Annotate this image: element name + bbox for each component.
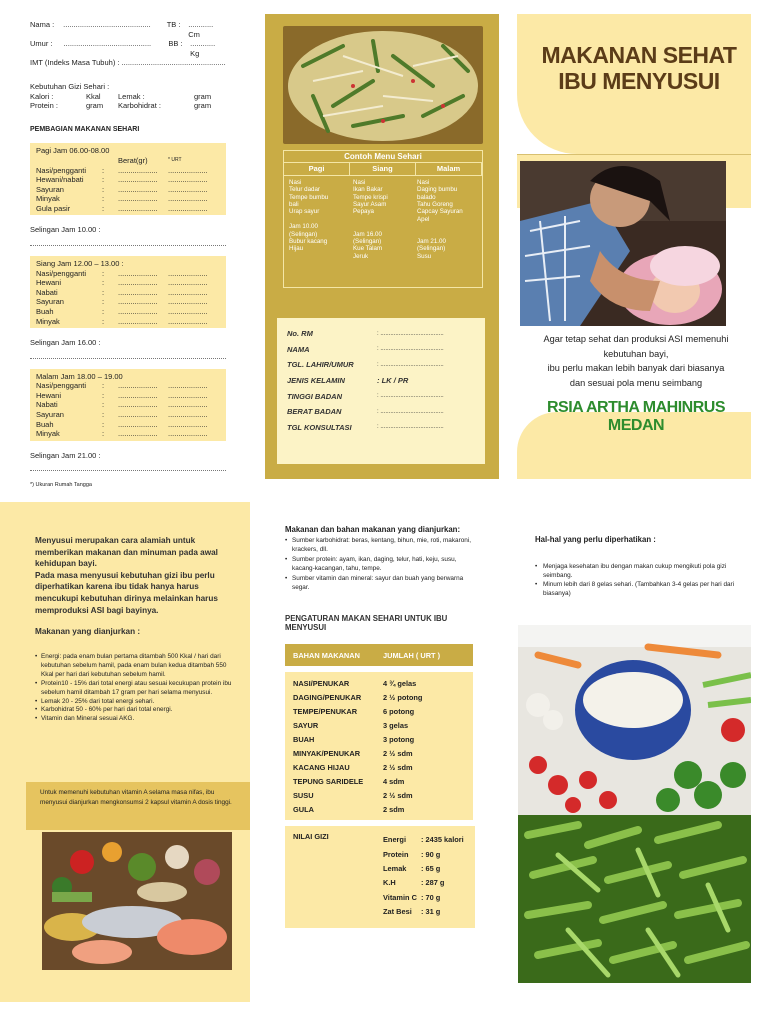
meal-item-colon: : xyxy=(102,316,105,326)
meal-item-urt: ................... xyxy=(168,429,208,439)
footnote: *) Ukuran Rumah Tangga xyxy=(30,482,92,489)
meal-item-berat: ................... xyxy=(118,287,158,297)
food-amount: 3 potong xyxy=(383,734,415,744)
id-field-label: BERAT BADAN xyxy=(287,407,342,417)
meal-item-colon: : xyxy=(102,409,105,419)
list-item: • Sumber protein: ayam, ikan, daging, telur, hati, keju, susu, kacang-kacangan, tahu, tempe. xyxy=(285,555,475,574)
tb-fill: ............ Cm xyxy=(188,20,214,39)
id-row[interactable] xyxy=(287,420,475,436)
pagi-list xyxy=(36,166,220,214)
meal-item-berat: ................... xyxy=(118,409,158,419)
green-beans-image xyxy=(518,815,751,983)
meal-item-colon: : xyxy=(102,390,105,400)
siang-list xyxy=(36,269,220,327)
info-panel xyxy=(0,502,250,1002)
list-item: • Karbohidrat 50 - 60% per hari dari total energi. xyxy=(35,706,240,715)
nilai-row xyxy=(383,876,464,890)
portion-rows xyxy=(285,672,473,820)
food-name: NASI/PENUKAR xyxy=(293,678,350,688)
meal-item-berat: ................... xyxy=(118,175,158,185)
id-field-value: : ...................................... xyxy=(377,330,444,337)
meal-item-label: Nasi/pengganti xyxy=(36,268,87,278)
meal-item-colon: : xyxy=(102,194,105,204)
meal-item-urt: ................... xyxy=(168,297,208,307)
nilai-key: Protein xyxy=(383,849,409,859)
lemak-unit: gram xyxy=(194,91,212,101)
meal-item-row[interactable] xyxy=(36,278,220,288)
nilai-value: : 70 g xyxy=(421,892,441,902)
nilai-key: Lemak xyxy=(383,863,407,873)
food-amount: 4 sdm xyxy=(383,776,405,786)
nilai-key: K.H xyxy=(383,878,396,888)
meal-item-berat: ................... xyxy=(118,381,158,391)
table-row xyxy=(293,788,465,802)
id-row[interactable] xyxy=(287,326,475,342)
meal-item-berat: ................... xyxy=(118,429,158,439)
meal-item-row[interactable] xyxy=(36,288,220,298)
nilai-label: NILAI GIZI xyxy=(293,832,329,842)
header-jumlah: JUMLAH ( URT ) xyxy=(383,650,441,660)
nilai-key: Energi xyxy=(383,835,406,845)
meal-item-berat: ................... xyxy=(118,316,158,326)
id-field-label: TINGGI BADAN xyxy=(287,391,342,401)
nilai-row xyxy=(383,847,464,861)
meal-item-colon: : xyxy=(102,381,105,391)
meal-item-urt: ................... xyxy=(168,278,208,288)
list-item: • Sumber vitamin dan mineral: sayur dan buah yang berwarna segar. xyxy=(285,574,475,593)
imt-row[interactable]: IMT (Indeks Masa Tubuh) : .................................................. xyxy=(30,58,226,68)
intro-text xyxy=(35,535,240,638)
meal-item-colon: : xyxy=(102,278,105,288)
cover-panel xyxy=(517,14,751,479)
urt-label: * URT xyxy=(168,156,182,163)
id-field-label: NAMA xyxy=(287,344,310,354)
menu-body xyxy=(284,176,482,263)
food-amount: 2 ½ sdm xyxy=(383,748,413,758)
meal-item-urt: ................... xyxy=(168,194,208,204)
meal-item-row[interactable] xyxy=(36,410,220,420)
food-amount: 4 ¾ gelas xyxy=(383,678,417,688)
meal-item-urt: ................... xyxy=(168,400,208,410)
list-item: • Lemak 20 - 25% dari total energi sehari. xyxy=(35,698,240,707)
meal-item-label: Hewani xyxy=(36,278,62,288)
food-amount: 2 ½ sdm xyxy=(383,762,413,772)
list-item: • Vitamin dan Mineral sesuai AKG. xyxy=(35,715,240,724)
meal-item-label: Buah xyxy=(36,306,54,316)
meal-item-berat: ................... xyxy=(118,278,158,288)
meal-item-berat: ................... xyxy=(118,268,158,278)
age-row[interactable] xyxy=(30,39,226,58)
meal-item-row[interactable] xyxy=(36,420,220,430)
meal-item-berat: ................... xyxy=(118,297,158,307)
meal-item-label: Buah xyxy=(36,419,54,429)
tips-panel xyxy=(535,535,751,598)
meal-item-colon: : xyxy=(102,268,105,278)
menu-malam: Nasi Daging bumbu balado Tahu Goreng Capcay Sayuran Apel Jam 21.00 (Selingan) Susu xyxy=(417,178,463,260)
protein-label: Protein : xyxy=(30,101,58,111)
dianjurkan-title: Makanan dan bahan makanan yang dianjurkan: xyxy=(285,525,461,534)
title-block xyxy=(517,14,751,154)
nilai-value: : 2435 kalori xyxy=(421,835,464,845)
hospital-name: RSIA ARTHA MAHINRUS MEDAN xyxy=(546,399,726,434)
msg-1: Agar tetap sehat dan produksi ASI memenuhi kebutuhan bayi, xyxy=(543,334,729,359)
meal-item-urt: ................... xyxy=(168,287,208,297)
meal-item-colon: : xyxy=(102,287,105,297)
nilai-value: : 65 g xyxy=(421,863,441,873)
table-row xyxy=(293,718,465,732)
table-row xyxy=(293,746,465,760)
meal-item-urt: ................... xyxy=(168,175,208,185)
meal-item-row[interactable] xyxy=(36,307,220,317)
bb-fill: ............ Kg xyxy=(190,39,216,58)
meal-item-berat: ................... xyxy=(118,165,158,175)
id-row[interactable] xyxy=(287,357,475,373)
meal-item-label: Hewani xyxy=(36,390,62,400)
id-field-value: : ...................................... xyxy=(377,408,444,415)
menu-title: Contoh Menu Sehari xyxy=(284,151,482,163)
id-row[interactable] xyxy=(287,373,475,389)
food-name: KACANG HIJAU xyxy=(293,762,350,772)
meal-item-urt: ................... xyxy=(168,381,208,391)
table-row xyxy=(293,774,465,788)
cover-title: MAKANAN SEHAT IBU MENYUSUI xyxy=(541,42,737,94)
nutrition-panel xyxy=(285,525,475,928)
meal-item-label: Sayuran xyxy=(36,297,64,307)
meal-item-label: Nabati xyxy=(36,287,58,297)
meal-item-colon: : xyxy=(102,175,105,185)
food-name: GULA xyxy=(293,804,314,814)
list-item: • Menjaga kesehatan ibu dengan makan cukup mengikuti pola gizi seimbang. xyxy=(535,562,751,580)
meal-item-row[interactable] xyxy=(36,391,220,401)
meal-block-siang xyxy=(30,256,226,328)
patient-id-box xyxy=(277,318,485,464)
nilai-row xyxy=(383,832,464,846)
meal-item-label: Nasi/pengganti xyxy=(36,165,87,175)
siang-title: Siang Jam 12.00 – 13.00 : xyxy=(36,258,124,268)
col-malam: Malam xyxy=(416,163,482,174)
food-name: DAGING/PENUKAR xyxy=(293,692,362,702)
id-field-value: : ...................................... xyxy=(377,393,444,400)
vegetable-dip-image xyxy=(518,625,751,815)
id-field-value: : ...................................... xyxy=(377,346,444,353)
food-name: MINYAK/PENUKAR xyxy=(293,748,361,758)
food-amount: 2 ½ sdm xyxy=(383,790,413,800)
meal-item-label: Sayuran xyxy=(36,184,64,194)
id-field-label: No. RM xyxy=(287,329,313,339)
meal-item-berat: ................... xyxy=(118,184,158,194)
meal-item-urt: ................... xyxy=(168,165,208,175)
id-row[interactable] xyxy=(287,404,475,420)
menu-pagi: Nasi Telur dadar Tempe bumbu bali Urap sayur Jam 10.00 (Selingan) Bubur kacang Hijau xyxy=(289,178,329,253)
name-fill: .......................................... xyxy=(63,20,151,29)
kebutuhan-row xyxy=(30,92,226,102)
selingan-2-line[interactable] xyxy=(30,351,226,359)
name-row[interactable] xyxy=(30,20,226,39)
meal-item-row[interactable] xyxy=(36,297,220,307)
meal-item-row[interactable] xyxy=(36,429,220,439)
nilai-value: : 90 g xyxy=(421,849,441,859)
meal-item-berat: ................... xyxy=(118,306,158,316)
col-pagi: Pagi xyxy=(284,163,350,174)
meal-item-row[interactable] xyxy=(36,175,220,185)
food-ingredients-image xyxy=(42,832,232,970)
tips-list xyxy=(535,562,751,598)
meal-item-berat: ................... xyxy=(118,419,158,429)
meal-item-label: Minyak xyxy=(36,429,60,439)
protein-unit: gram xyxy=(86,101,104,111)
spacer xyxy=(36,156,118,166)
meal-item-colon: : xyxy=(102,297,105,307)
nilai-row xyxy=(383,861,464,875)
meal-item-row[interactable] xyxy=(36,166,220,176)
meal-item-label: Gula pasir xyxy=(36,203,71,213)
table-row xyxy=(293,802,465,816)
table-row xyxy=(293,676,465,690)
food-amount: 2 sdm xyxy=(383,804,405,814)
patient-header xyxy=(30,20,226,68)
karbo-unit: gram xyxy=(194,101,212,111)
nilai-key: Vitamin C xyxy=(383,892,417,902)
vitamin-note: Untuk memenuhi kebutuhan vitamin A selama masa nifas, ibu menyusui dianjurkan mengkonsumsi 2 kapsul vitamin A dosis tinggi. xyxy=(26,782,250,830)
meal-item-berat: ................... xyxy=(118,194,158,204)
nilai-value: : 287 g xyxy=(421,878,445,888)
pengaturan-title: PENGATURAN MAKAN SEHARI UNTUK IBU MENYUSUI xyxy=(285,614,448,633)
meal-item-urt: ................... xyxy=(168,390,208,400)
nilai-key: Zat Besi xyxy=(383,907,412,917)
nilai-value: : 31 g xyxy=(421,907,441,917)
meal-item-label: Nabati xyxy=(36,400,58,410)
table-row xyxy=(293,690,465,704)
menu-panel xyxy=(265,14,499,479)
intro-paragraph: Menyusui merupakan cara alamiah untuk memberikan makanan dan minuman pada awal kehidupan bayi. Pada masa menyusui kebutuhan gizi ibu perlu diperhatikan karena ibu tidak hanya harus mencukupi kebutuhan dirinya melainkan harus memproduksi ASI bagi bayinya. xyxy=(35,536,218,615)
table-row xyxy=(293,704,465,718)
id-field-label: JENIS KELAMIN xyxy=(287,376,345,386)
meal-item-row[interactable] xyxy=(36,204,220,214)
header-bahan: BAHAN MAKANAN xyxy=(293,650,360,660)
vegetable-dish-image xyxy=(283,26,483,144)
food-name: BUAH xyxy=(293,734,315,744)
dianjurkan-list xyxy=(285,536,475,592)
selingan-2: Selingan Jam 16.00 : xyxy=(30,337,101,347)
meal-item-label: Hewani/nabati xyxy=(36,175,84,185)
msg-2: ibu perlu makan lebih banyak dari biasanya xyxy=(547,363,725,373)
meal-item-row[interactable] xyxy=(36,194,220,204)
food-amount: 2 ½ potong xyxy=(383,692,423,702)
malam-title: Malam Jam 18.00 – 19.00 xyxy=(36,371,123,381)
meal-item-urt: ................... xyxy=(168,409,208,419)
meal-item-label: Nasi/pengganti xyxy=(36,381,87,391)
lemak-label: Lemak : xyxy=(118,91,145,101)
pagi-head xyxy=(36,156,220,166)
meal-item-urt: ................... xyxy=(168,316,208,326)
meal-item-urt: ................... xyxy=(168,419,208,429)
portion-table-header xyxy=(285,644,473,666)
pagi-title: Pagi Jam 06.00-08.00 xyxy=(36,146,110,156)
berat-label: Berat(gr) xyxy=(118,155,148,165)
meal-item-colon: : xyxy=(102,419,105,429)
meal-item-row[interactable] xyxy=(36,381,220,391)
bb-label: BB : xyxy=(168,39,183,49)
meal-item-urt: ................... xyxy=(168,203,208,213)
id-field-value: : ...................................... xyxy=(377,361,444,368)
list-item: • Energi: pada enam bulan pertama ditambah 500 Kkal / hari dari kebutuhan sebelum hamil, pada enam bulan kedua ditambah 550 Kkal per hari dari kebutuhan sebelum hamil. xyxy=(35,653,240,680)
portion-table xyxy=(285,644,473,820)
meal-block-pagi xyxy=(30,143,226,215)
meal-item-colon: : xyxy=(102,165,105,175)
pembagian-title: PEMBAGIAN MAKANAN SEHARI xyxy=(30,125,140,133)
meal-block-malam xyxy=(30,369,226,441)
meal-item-berat: ................... xyxy=(118,203,158,213)
msg-3: dan sesuai pola menu seimbang xyxy=(569,377,703,388)
meal-item-colon: : xyxy=(102,400,105,410)
meal-item-colon: : xyxy=(102,184,105,194)
selingan-3: Selingan Jam 21.00 : xyxy=(30,450,101,460)
meal-item-colon: : xyxy=(102,429,105,439)
id-rows xyxy=(287,326,475,435)
consultation-form xyxy=(30,20,226,491)
menu-table xyxy=(283,150,483,288)
tips-title: Hal-hal yang perlu diperhatikan : xyxy=(535,535,656,544)
selingan-1-line[interactable] xyxy=(30,238,226,246)
food-name: TEMPE/PENUKAR xyxy=(293,706,358,716)
id-field-value: : ...................................... xyxy=(377,424,444,431)
meal-item-row[interactable] xyxy=(36,400,220,410)
selingan-1: Selingan Jam 10.00 : xyxy=(30,225,101,235)
nilai-gizi-box xyxy=(285,826,475,928)
menu-cols xyxy=(284,163,482,175)
list-item: • Protein10 - 15% dari total energi atau sesuai kecukupan protein ibu sebelum hamil ditambah 17 gram per hari selama menyusui. xyxy=(35,680,240,698)
meal-item-row[interactable] xyxy=(36,185,220,195)
tb-label: TB : xyxy=(166,20,181,29)
nilai-rows xyxy=(383,832,464,922)
meal-item-urt: ................... xyxy=(168,268,208,278)
malam-list xyxy=(36,381,220,439)
name-label: Nama : xyxy=(30,20,55,29)
table-row xyxy=(293,732,465,746)
age-fill: .......................................... xyxy=(63,39,152,49)
food-amount: 6 potong xyxy=(383,706,415,716)
meal-item-label: Minyak xyxy=(36,316,60,326)
meal-item-urt: ................... xyxy=(168,184,208,194)
meal-item-row[interactable] xyxy=(36,269,220,279)
meal-item-urt: ................... xyxy=(168,306,208,316)
menu-siang: Nasi Ikan Bakar Tempe krispi Sayur Asam Pepaya Jam 16.00 (Selingan) Kue Talam Jeruk xyxy=(353,178,388,260)
id-row[interactable] xyxy=(287,388,475,404)
list-item: • Minum lebih dari 8 gelas sehari. (Tambahkan 3-4 gelas per hari dari biasanya) xyxy=(535,580,751,598)
karbo-label: Karbohidrat : xyxy=(118,101,161,111)
mother-baby-photo xyxy=(520,161,726,326)
meal-item-label: Minyak xyxy=(36,194,60,204)
meal-item-berat: ................... xyxy=(118,390,158,400)
food-name: SUSU xyxy=(293,790,314,800)
meal-item-row[interactable] xyxy=(36,317,220,327)
kebutuhan-row xyxy=(30,101,226,111)
id-field-label: TGL KONSULTASI xyxy=(287,422,352,432)
nilai-row xyxy=(383,904,464,918)
col-siang: Siang xyxy=(350,163,416,174)
meal-item-colon: : xyxy=(102,203,105,213)
meal-item-berat: ................... xyxy=(118,400,158,410)
table-row xyxy=(293,760,465,774)
cover-message xyxy=(531,332,741,390)
kebutuhan-title: Kebutuhan Gizi Sehari : xyxy=(30,81,110,91)
list-item: • Sumber karbohidrat: beras, kentang, bihun, mie, roti, makaroni, krackers, dll. xyxy=(285,536,475,555)
selingan-3-line[interactable] xyxy=(30,463,226,471)
id-field-value: : LK / PR xyxy=(377,376,409,386)
kalori-unit: Kkal xyxy=(86,91,101,101)
food-name: SAYUR xyxy=(293,720,319,730)
meal-item-label: Sayuran xyxy=(36,409,64,419)
kalori-label: Kalori : xyxy=(30,91,54,101)
id-row[interactable] xyxy=(287,342,475,358)
anjuran-list xyxy=(35,653,240,724)
food-amount: 3 gelas xyxy=(383,720,409,730)
id-field-label: TGL. LAHIR/UMUR xyxy=(287,360,354,370)
anjuran-title: Makanan yang dianjurkan : xyxy=(35,627,141,637)
nilai-row xyxy=(383,890,464,904)
age-label: Umur : xyxy=(30,39,53,49)
meal-item-colon: : xyxy=(102,306,105,316)
food-name: TEPUNG SARIDELE xyxy=(293,776,364,786)
